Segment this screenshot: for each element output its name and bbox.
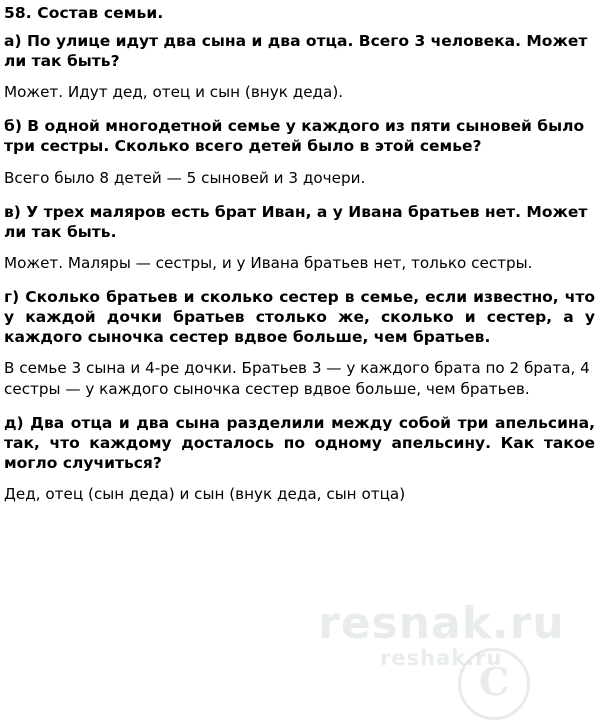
watermark-main-text: resnak.ru xyxy=(318,598,565,649)
task-item-a xyxy=(4,31,595,102)
task-item-d xyxy=(4,413,595,504)
question-text: а) По улице идут два сына и два отца. Всего 3 человека. Может ли так быть? xyxy=(4,32,588,71)
page-title: 58. Состав семьи. xyxy=(4,4,164,22)
watermark-copyright-icon xyxy=(458,648,530,720)
question-text: д) Два отца и два сына разделили между собой три апельсина, так, что каждому досталось по одному апельсину. Как такое могло случиться? xyxy=(4,413,595,472)
answer-text: Может. Идут дед, отец и сын (внук деда). xyxy=(4,83,344,102)
question-text: б) В одной многодетной семье у каждого из пяти сыновей было три сестры. Сколько всего детей было в этой семье? xyxy=(4,117,585,156)
task-item-b xyxy=(4,116,595,187)
answer-text: Может. Маляры — сестры, и у Ивана братьев нет, только сестры. xyxy=(4,253,533,272)
answer-text: В семье 3 сына и 4-ре дочки. Братьев 3 — у каждого брата по 2 брата, 4 сестры — у каждого сыночка сестер вдвое больше, чем братьев. xyxy=(4,359,590,398)
question-text: в) У трех маляров есть брат Иван, а у Ивана братьев нет. Может ли так быть. xyxy=(4,202,588,241)
task-item-v xyxy=(4,202,595,273)
answer-text: Всего было 8 детей — 5 сыновей и 3 дочери. xyxy=(4,168,366,187)
task-item-g xyxy=(4,287,595,399)
watermark-sub-text: reshak.ru xyxy=(380,646,503,670)
watermark-copyright-letter: C xyxy=(478,659,510,704)
answer-text: Дед, отец (сын деда) и сын (внук деда, сын отца) xyxy=(4,485,406,503)
question-text: г) Сколько братьев и сколько сестер в семье, если известно, что у каждой дочки братьев столько же, сколько и сестер, а у каждого сыночка сестер вдвое больше, чем братьев. xyxy=(4,288,595,347)
